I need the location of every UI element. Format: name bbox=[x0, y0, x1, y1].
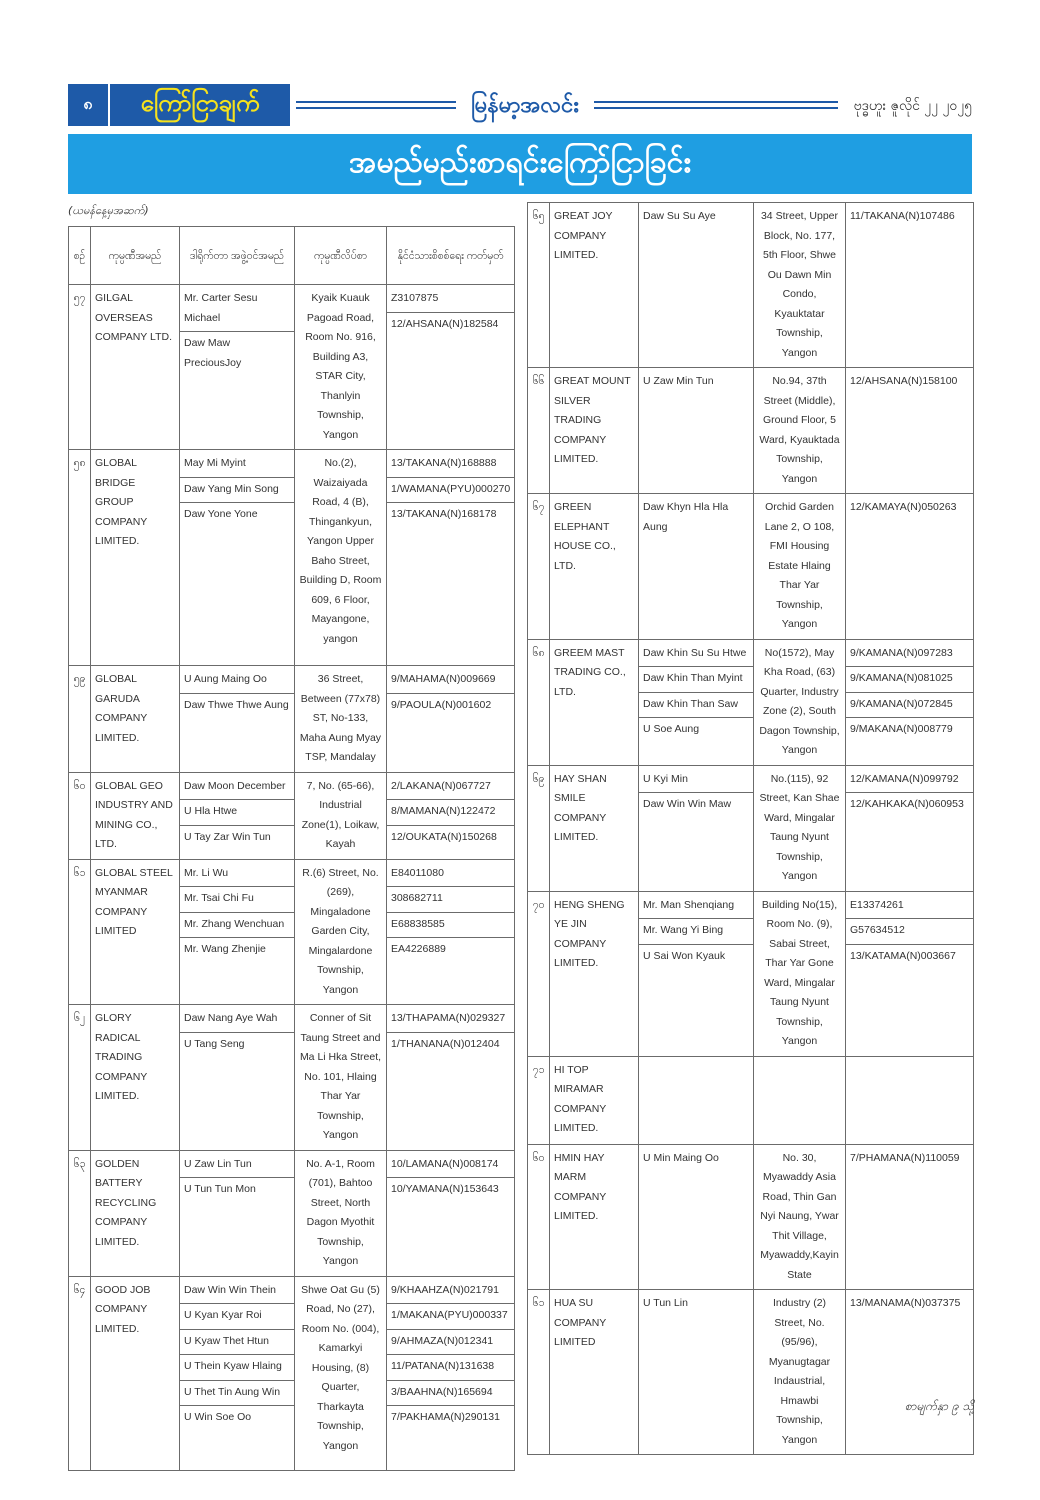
director-name: Daw Nang Aye Wah bbox=[184, 1012, 278, 1024]
id-cell bbox=[387, 1276, 515, 1470]
id-number: E84011080 bbox=[391, 866, 444, 879]
director-name: Daw Khin Than Myint bbox=[639, 666, 753, 689]
company-name: HAY SHAN SMILE COMPANY LIMITED. bbox=[550, 765, 639, 891]
director-name: U Sai Won Kyauk bbox=[639, 944, 753, 967]
id-cell bbox=[846, 765, 974, 891]
id-number: 12/OUKATA(N)150268 bbox=[387, 825, 514, 848]
id-number: 8/MAMANA(N)122472 bbox=[387, 799, 514, 822]
directors-cell bbox=[639, 1056, 754, 1144]
director-name: Daw Yone Yone bbox=[180, 502, 294, 525]
row-number: ၆၆ bbox=[528, 368, 550, 494]
director-name: Mr. Wang Zhenjie bbox=[180, 937, 294, 960]
director-name: Daw Khin Than Saw bbox=[639, 692, 753, 715]
issue-date: ဗုဒ္ဓဟူး ဇူလိုင် ၂၂ ၂၀၂၅ bbox=[853, 97, 972, 114]
director-name: U Win Soe Oo bbox=[180, 1405, 294, 1428]
id-number: 9/KAMANA(N)081025 bbox=[846, 666, 973, 689]
page-header bbox=[68, 82, 972, 128]
id-cell bbox=[846, 203, 974, 368]
id-number: 9/MAHAMA(N)009669 bbox=[391, 673, 496, 685]
id-number: 1/THANANA(N)012404 bbox=[387, 1032, 514, 1055]
company-address: Kyaik Kuauk Pagoad Road, Room No. 916, Building A3, STAR City, Thanlyin Township, Yangon bbox=[295, 285, 387, 450]
table-row bbox=[69, 772, 515, 859]
row-number: ၆၈ bbox=[528, 639, 550, 765]
company-name: GOOD JOB COMPANY LIMITED. bbox=[91, 1276, 180, 1470]
director-name: U Kyaw Thet Htun bbox=[180, 1329, 294, 1352]
director-name: Daw Su Su Aye bbox=[643, 210, 716, 222]
directors-cell bbox=[639, 368, 754, 494]
table-row bbox=[528, 765, 974, 891]
row-number: ၆၄ bbox=[69, 1276, 91, 1470]
directors-cell bbox=[180, 1276, 295, 1470]
row-number: ၆၇ bbox=[528, 494, 550, 640]
id-number: 9/KHAAHZA(N)021791 bbox=[391, 1283, 499, 1296]
id-cell bbox=[846, 494, 974, 640]
id-cell bbox=[846, 1144, 974, 1290]
company-address: No(1572), May Kha Road, (63) Quarter, Industry Zone (2), South Dagon Township, Yangon bbox=[754, 639, 846, 765]
id-cell bbox=[846, 639, 974, 765]
table-row bbox=[69, 285, 515, 450]
id-cell bbox=[846, 891, 974, 1056]
directors-cell bbox=[639, 639, 754, 765]
table-row bbox=[69, 859, 515, 1005]
id-number: 11/PATANA(N)131638 bbox=[387, 1354, 514, 1377]
company-address: 7, No. (65-66), Industrial Zone(1), Loikaw, Kayah bbox=[295, 772, 387, 859]
company-name: GREAT JOY COMPANY LIMITED. bbox=[550, 203, 639, 368]
directors-cell bbox=[639, 203, 754, 368]
director-name: May Mi Myint bbox=[184, 457, 246, 469]
company-name: GREEN ELEPHANT HOUSE CO., LTD. bbox=[550, 494, 639, 640]
page-number: ၈ bbox=[68, 84, 108, 126]
id-number: 9/MAKANA(N)008779 bbox=[846, 717, 973, 740]
table-row bbox=[528, 1056, 974, 1144]
id-number: 308682711 bbox=[387, 886, 514, 909]
company-address: No.94, 37th Street (Middle), Ground Floor, 5 Ward, Kyauktada Township, Yangon bbox=[754, 368, 846, 494]
header-rule-right bbox=[594, 101, 838, 109]
directors-cell bbox=[180, 666, 295, 773]
id-number: 12/KAHKAKA(N)060953 bbox=[846, 792, 973, 815]
id-number: 12/KAMANA(N)099792 bbox=[850, 772, 959, 785]
company-name: HMIN HAY MARM COMPANY LIMITED. bbox=[550, 1144, 639, 1290]
id-number: 9/KAMANA(N)097283 bbox=[850, 646, 953, 659]
id-number: 12/KAMAYA(N)050263 bbox=[850, 501, 957, 513]
company-name: GLOBAL GARUDA COMPANY LIMITED. bbox=[91, 666, 180, 773]
row-number: ၅၉ bbox=[69, 666, 91, 773]
directors-cell bbox=[639, 765, 754, 891]
company-address: No. 30, Myawaddy Asia Road, Thin Gan Nyi Naung, Ywar Thit Village, Myawaddy,Kayin State bbox=[754, 1144, 846, 1290]
id-cell bbox=[387, 285, 515, 450]
table-row bbox=[528, 203, 974, 368]
id-number: 9/AHMAZA(N)012341 bbox=[387, 1329, 514, 1352]
id-number: 12/AHSANA(N)158100 bbox=[850, 375, 958, 387]
company-address: 36 Street, Between (77x78) ST, No-133, Maha Aung Myay TSP, Mandalay bbox=[295, 666, 387, 773]
company-name: GLORY RADICAL TRADING COMPANY LIMITED. bbox=[91, 1005, 180, 1151]
id-number: 10/LAMANA(N)008174 bbox=[391, 1157, 499, 1170]
director-name: U Thein Kyaw Hlaing bbox=[180, 1354, 294, 1377]
row-number: ၅၈ bbox=[69, 450, 91, 666]
company-name: GREAT MOUNT SILVER TRADING COMPANY LIMITED. bbox=[550, 368, 639, 494]
company-name: GREEM MAST TRADING CO., LTD. bbox=[550, 639, 639, 765]
directors-cell bbox=[180, 859, 295, 1005]
col-header-company: ကုမ္ပဏီအမည် bbox=[91, 227, 180, 285]
director-name: Daw Yang Min Song bbox=[180, 477, 294, 500]
director-name: U Zaw Min Tun bbox=[643, 375, 714, 387]
company-address: Building No(15), Room No. (9), Sabai Street, Thar Yar Gone Ward, Mingalar Taung Nyunt Township, Yangon bbox=[754, 891, 846, 1056]
id-number: 10/YAMANA(N)153643 bbox=[387, 1177, 514, 1200]
table-row bbox=[69, 1005, 515, 1151]
header-rule-left bbox=[296, 101, 456, 109]
row-number: ၆၂ bbox=[69, 1005, 91, 1151]
director-name: Mr. Man Shenqiang bbox=[643, 898, 735, 911]
row-number: ၆၁ bbox=[69, 859, 91, 1005]
company-name: HI TOP MIRAMAR COMPANY LIMITED. bbox=[550, 1056, 639, 1144]
director-name: U Tay Zar Win Tun bbox=[180, 825, 294, 848]
director-name: U Min Maing Oo bbox=[643, 1151, 719, 1164]
id-number: 11/TAKANA(N)107486 bbox=[850, 210, 955, 222]
director-name: U Kyi Min bbox=[643, 772, 688, 785]
directors-cell bbox=[639, 1144, 754, 1290]
company-address: 34 Street, Upper Block, No. 177, 5th Floor, Shwe Ou Dawn Min Condo, Kyauktatar Township, Yangon bbox=[754, 203, 846, 368]
row-number: ၇၁ bbox=[528, 1056, 550, 1144]
company-name: HENG SHENG YE JIN COMPANY LIMITED. bbox=[550, 891, 639, 1056]
id-number: 13/TAKANA(N)168178 bbox=[387, 502, 514, 525]
director-name: Daw Khyn Hla Hla Aung bbox=[643, 501, 729, 533]
col-header-no: စဉ် bbox=[69, 227, 91, 285]
id-number: E68838585 bbox=[387, 912, 514, 935]
company-address: R.(6) Street, No. (269), Mingaladone Garden City, Mingalardone Township, Yangon bbox=[295, 859, 387, 1005]
id-cell bbox=[846, 368, 974, 494]
table-row bbox=[69, 450, 515, 666]
banner-title: အမည်မည်းစာရင်းကြော်ငြာခြင်း bbox=[68, 134, 972, 194]
directors-cell bbox=[180, 1005, 295, 1151]
id-number: 13/MANAMA(N)037375 bbox=[850, 1297, 961, 1309]
id-number: G57634512 bbox=[846, 918, 973, 941]
director-name: U Aung Maing Oo bbox=[184, 673, 267, 685]
section-label: ကြော်ငြာချက် bbox=[110, 84, 290, 126]
row-number: ၆၃ bbox=[69, 1150, 91, 1276]
id-number: 12/AHSANA(N)182584 bbox=[387, 312, 514, 335]
id-cell bbox=[846, 1056, 974, 1144]
id-number: 13/TAKANA(N)168888 bbox=[391, 457, 497, 469]
row-number: ၆၀ bbox=[528, 1144, 550, 1290]
table-row bbox=[528, 1144, 974, 1290]
director-name: Mr. Carter Sesu Michael bbox=[184, 292, 258, 324]
directors-cell bbox=[180, 1150, 295, 1276]
company-name: GILGAL OVERSEAS COMPANY LTD. bbox=[91, 285, 180, 450]
directors-cell bbox=[180, 285, 295, 450]
id-number: EA4226889 bbox=[387, 937, 514, 960]
id-number: 3/BAAHNA(N)165694 bbox=[387, 1380, 514, 1403]
director-name: Daw Win Win Thein bbox=[184, 1283, 276, 1296]
table-row bbox=[528, 1290, 974, 1455]
company-address: No.(115), 92 Street, Kan Shae Ward, Mingalar Taung Nyunt Township, Yangon bbox=[754, 765, 846, 891]
id-number: 13/KATAMA(N)003667 bbox=[846, 944, 973, 967]
directors-cell bbox=[639, 891, 754, 1056]
directors-cell bbox=[180, 772, 295, 859]
id-cell bbox=[387, 1150, 515, 1276]
blacklist-table-right bbox=[527, 202, 974, 1455]
id-number: 2/LAKANA(N)067727 bbox=[391, 779, 491, 792]
id-number: 9/KAMANA(N)072845 bbox=[846, 692, 973, 715]
newspaper-name: မြန်မာ့အလင်း bbox=[471, 92, 579, 118]
id-number: 9/PAOULA(N)001602 bbox=[387, 693, 514, 716]
table-row bbox=[69, 1150, 515, 1276]
directors-cell bbox=[180, 450, 295, 666]
company-address: No. A-1, Room (701), Bahtoo Street, North Dagon Myothit Township, Yangon bbox=[295, 1150, 387, 1276]
table-row bbox=[528, 368, 974, 494]
director-name: U Zaw Lin Tun bbox=[184, 1157, 252, 1170]
company-name: HUA SU COMPANY LIMITED bbox=[550, 1290, 639, 1455]
company-name: GLOBAL STEEL MYANMAR COMPANY LIMITED bbox=[91, 859, 180, 1005]
company-address: Shwe Oat Gu (5) Road, No (27), Room No. (004), Kamarkyi Housing, (8) Quarter, Tharkayta Township, Yangon bbox=[295, 1276, 387, 1470]
id-cell bbox=[387, 666, 515, 773]
row-number: ၆၅ bbox=[528, 203, 550, 368]
id-number: 1/MAKANA(PYU)000337 bbox=[387, 1303, 514, 1326]
id-cell bbox=[387, 859, 515, 1005]
director-name: Daw Khin Su Su Htwe bbox=[643, 646, 747, 659]
director-name: U Tun Tun Mon bbox=[180, 1177, 294, 1200]
company-address bbox=[754, 1056, 846, 1144]
directors-cell bbox=[639, 1290, 754, 1455]
col-header-id: နိုင်ငံသားစိစစ်ရေး ကတ်မှတ် bbox=[387, 227, 515, 285]
director-name: Daw Moon December bbox=[184, 779, 286, 792]
id-cell bbox=[846, 1290, 974, 1455]
company-address: Orchid Garden Lane 2, O 108, FMI Housing Estate Hlaing Thar Yar Township, Yangon bbox=[754, 494, 846, 640]
row-number: ၆၀ bbox=[69, 772, 91, 859]
director-name: U Thet Tin Aung Win bbox=[180, 1380, 294, 1403]
company-address: Conner of Sit Taung Street and Ma Li Hka Street, No. 101, Hlaing Thar Yar Township, Yangon bbox=[295, 1005, 387, 1151]
director-name: U Hla Htwe bbox=[180, 799, 294, 822]
id-number: 7/PAKHAMA(N)290131 bbox=[387, 1405, 514, 1428]
blacklist-table-left bbox=[68, 226, 515, 1471]
table-row bbox=[69, 1276, 515, 1470]
director-name: Daw Win Win Maw bbox=[639, 792, 753, 815]
director-name: U Tang Seng bbox=[180, 1032, 294, 1055]
continued-on-page: စာမျက်နှာ ၉ သို့ bbox=[904, 1399, 974, 1413]
row-number: ၆၁ bbox=[528, 1290, 550, 1455]
company-name: GOLDEN BATTERY RECYCLING COMPANY LIMITED. bbox=[91, 1150, 180, 1276]
director-name: Mr. Zhang Wenchuan bbox=[180, 912, 294, 935]
director-name: Mr. Tsai Chi Fu bbox=[180, 886, 294, 909]
id-number: 7/PHAMANA(N)110059 bbox=[850, 1151, 960, 1164]
company-address: No.(2), Waizaiyada Road, 4 (B), Thingankyun, Yangon Upper Baho Street, Building D, Room 609, 6 Floor, Mayangone, yangon bbox=[295, 450, 387, 666]
id-cell bbox=[387, 1005, 515, 1151]
row-number: ၆၉ bbox=[528, 765, 550, 891]
id-number: 1/WAMANA(PYU)000270 bbox=[387, 477, 514, 500]
col-header-address: ကုမ္ပဏီလိပ်စာ bbox=[295, 227, 387, 285]
company-name: GLOBAL BRIDGE GROUP COMPANY LIMITED. bbox=[91, 450, 180, 666]
table-row bbox=[69, 666, 515, 773]
director-name: U Soe Aung bbox=[639, 717, 753, 740]
table-row bbox=[528, 639, 974, 765]
company-name: GLOBAL GEO INDUSTRY AND MINING CO., LTD. bbox=[91, 772, 180, 859]
director-name: Daw Maw PreciousJoy bbox=[180, 331, 294, 373]
id-number: 13/THAPAMA(N)029327 bbox=[391, 1012, 506, 1024]
table-row bbox=[528, 494, 974, 640]
table-row bbox=[528, 891, 974, 1056]
row-number: ၅၇ bbox=[69, 285, 91, 450]
id-number: E13374261 bbox=[850, 898, 904, 911]
director-name: Mr. Wang Yi Bing bbox=[639, 918, 753, 941]
col-header-directors: ဒါရိုက်တာ အဖွဲ့ဝင်အမည် bbox=[180, 227, 295, 285]
id-cell bbox=[387, 772, 515, 859]
director-name: Mr. Li Wu bbox=[184, 866, 229, 879]
id-cell bbox=[387, 450, 515, 666]
director-name: U Kyan Kyar Roi bbox=[180, 1303, 294, 1326]
directors-cell bbox=[639, 494, 754, 640]
director-name: U Tun Lin bbox=[643, 1297, 688, 1309]
director-name: Daw Thwe Thwe Aung bbox=[180, 693, 294, 716]
row-number: ၇၀ bbox=[528, 891, 550, 1056]
company-address: Industry (2) Street, No. (95/96), Myanugtagar Indaustrial, Hmawbi Township, Yangon bbox=[754, 1290, 846, 1455]
id-number: Z3107875 bbox=[391, 292, 439, 304]
continued-note: (ယမန်နေ့မှအဆက်) bbox=[68, 204, 149, 217]
